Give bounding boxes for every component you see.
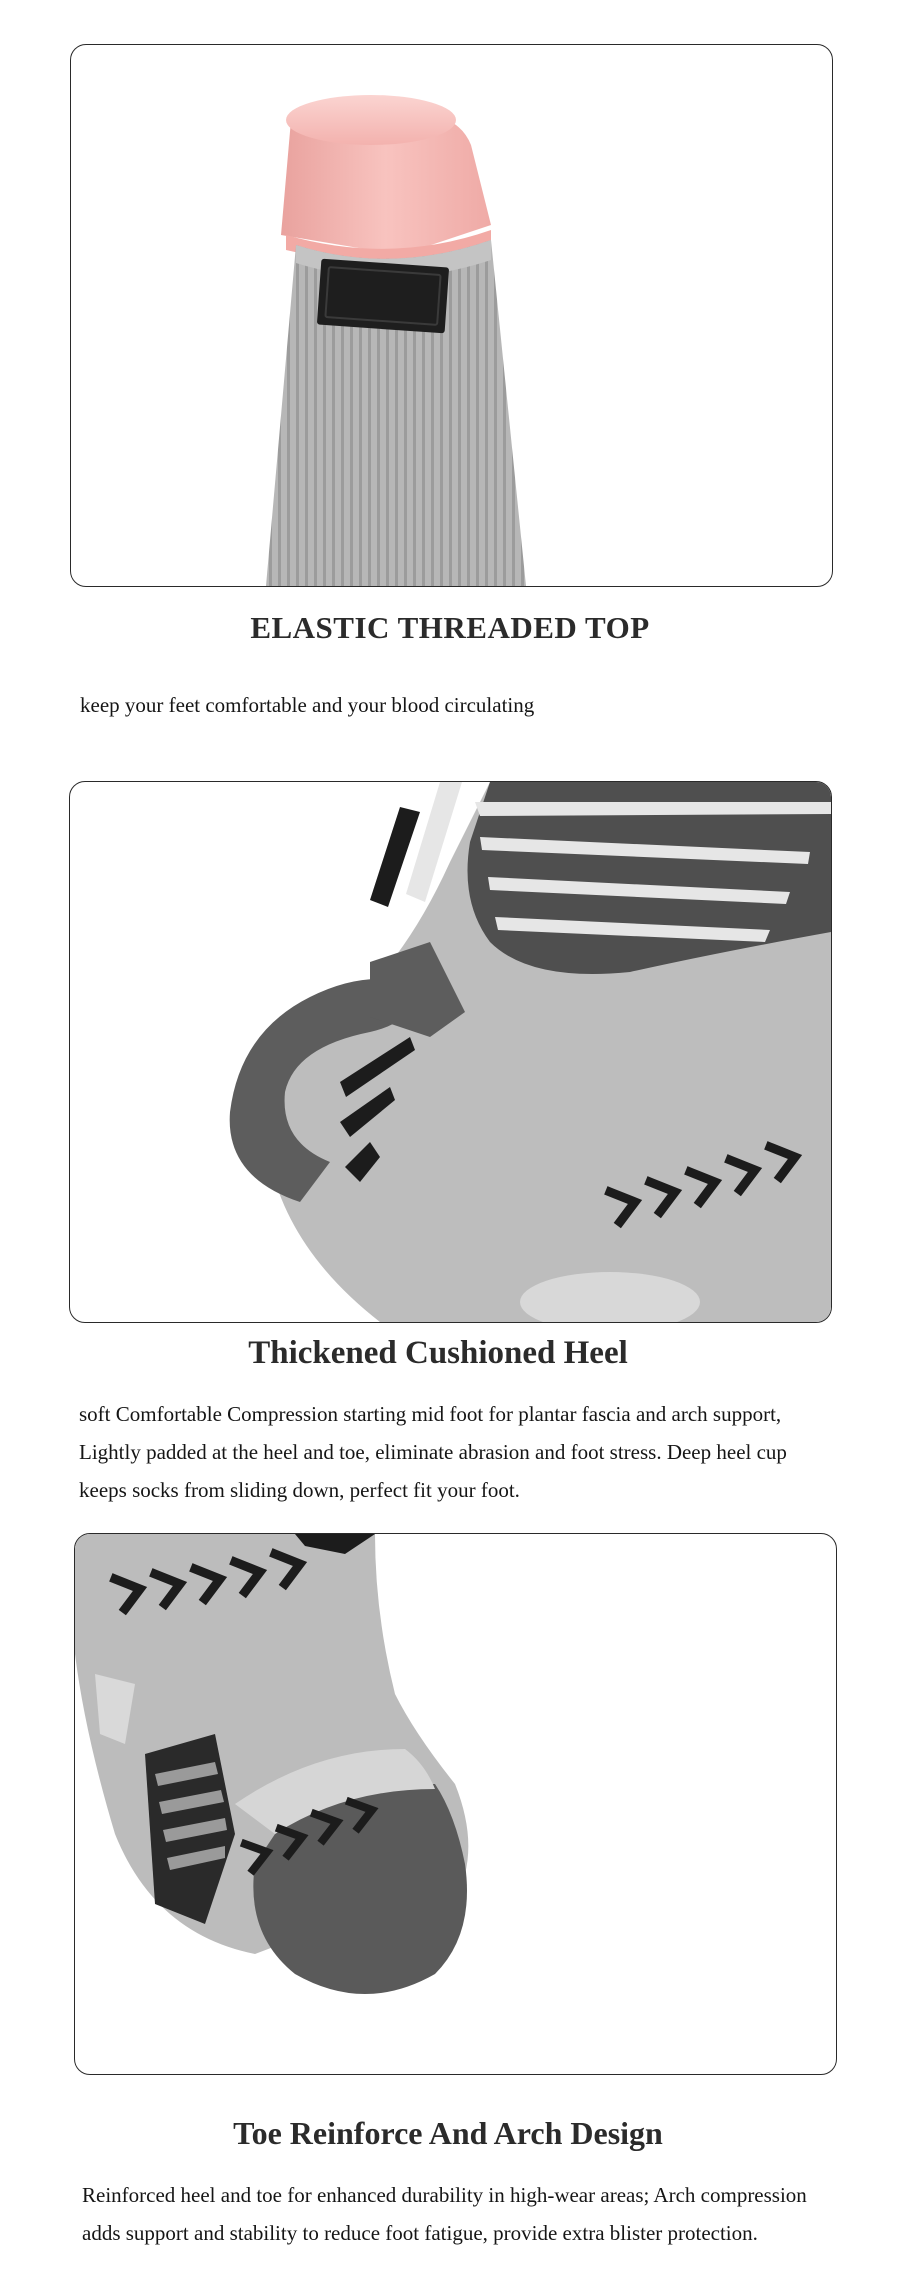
sock-toe-illustration [75, 1534, 836, 2074]
product-photo-toe-reinforce [74, 1533, 837, 2075]
description-line: adds support and stability to reduce foot fatigue, provide extra blister protection. [82, 2221, 758, 2245]
description-line: Reinforced heel and toe for enhanced durability in high-wear areas; Arch compression [82, 2183, 807, 2207]
section-title-elastic-top: ELASTIC THREADED TOP [250, 610, 650, 645]
description-line: keeps socks from sliding down, perfect fit your foot. [79, 1478, 520, 1502]
description-line: Lightly padded at the heel and toe, eliminate abrasion and foot stress. Deep heel cup [79, 1440, 787, 1464]
section-description-cushioned-heel [79, 1395, 787, 1509]
section-title-cushioned-heel: Thickened Cushioned Heel [248, 1335, 628, 1371]
sock-heel-illustration [70, 782, 831, 1322]
product-photo-elastic-top [70, 44, 833, 587]
description-line: soft Comfortable Compression starting mid foot for plantar fascia and arch support, [79, 1402, 782, 1426]
description-line: keep your feet comfortable and your blood circulating [80, 693, 535, 717]
sock-top-illustration [71, 45, 832, 586]
section-description-toe-reinforce [82, 2176, 807, 2252]
section-title-toe-reinforce: Toe Reinforce And Arch Design [233, 2115, 663, 2151]
section-description-elastic-top [80, 686, 534, 724]
product-photo-cushioned-heel [69, 781, 832, 1323]
